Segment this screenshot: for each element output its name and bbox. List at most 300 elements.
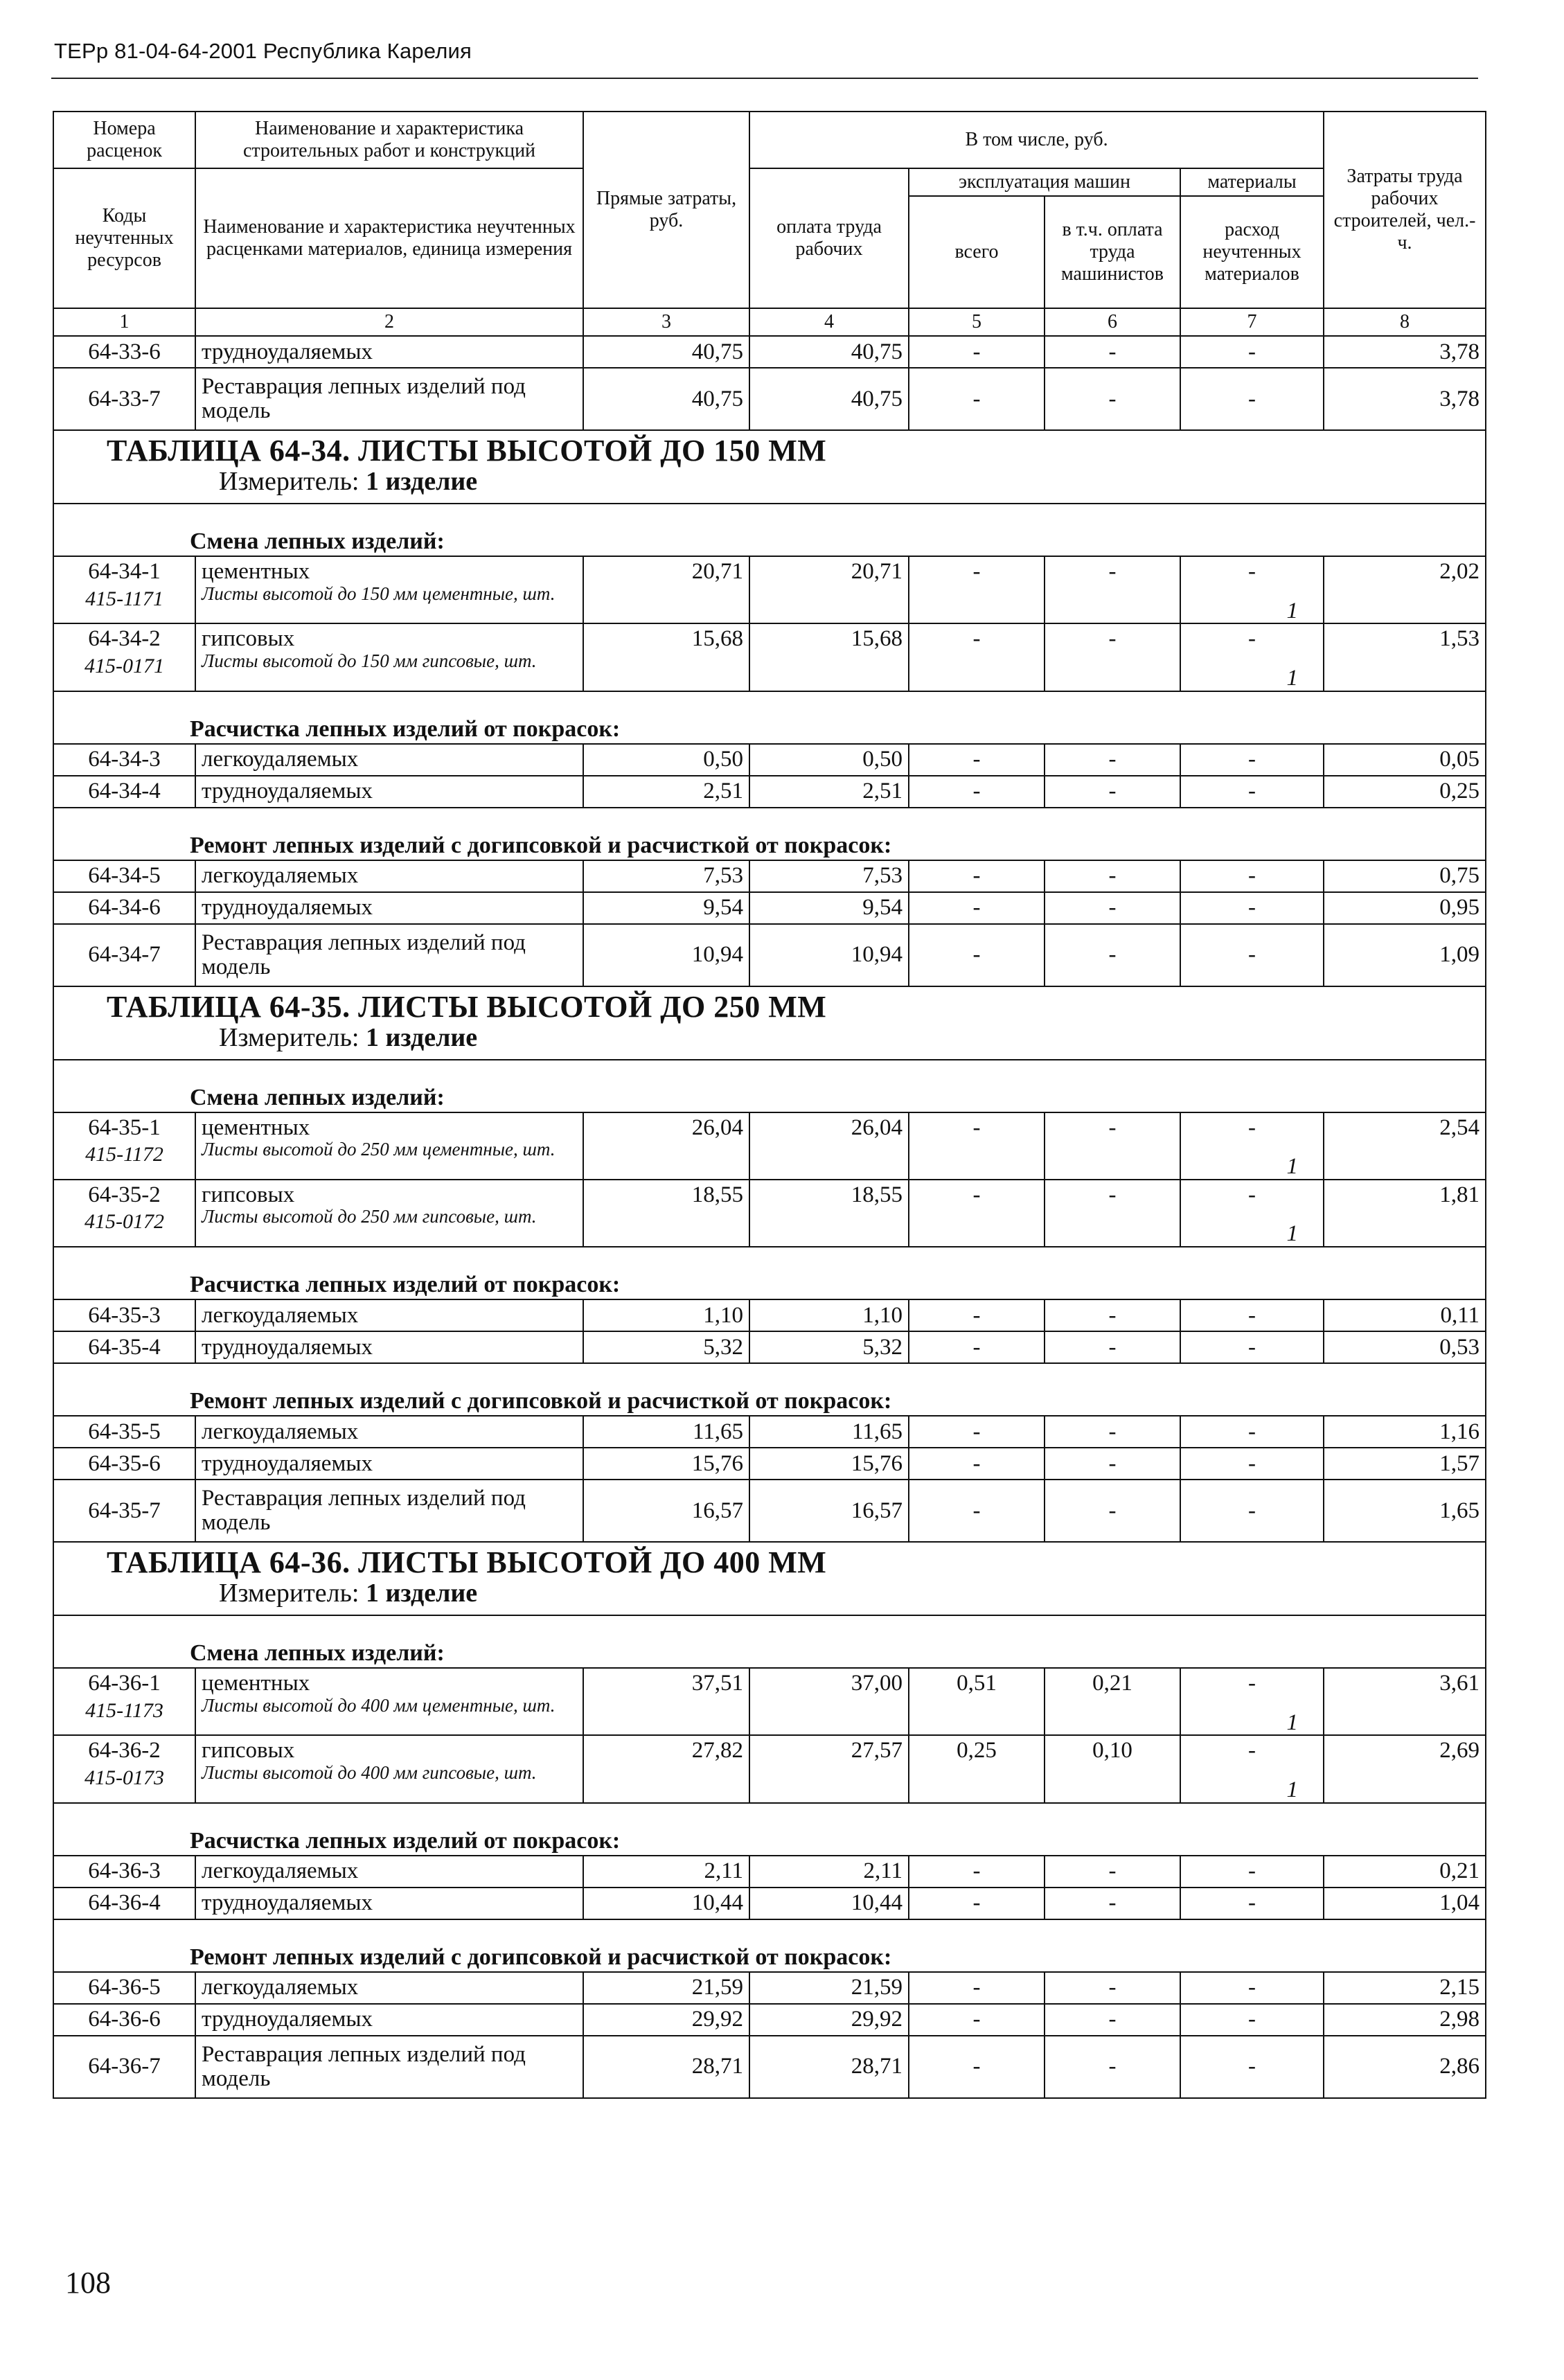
table-title-row xyxy=(53,986,1486,1060)
cell-labor: 28,71 xyxy=(749,2036,909,2098)
cell-hours: 2,15 xyxy=(1324,1972,1486,2004)
cell-name: трудноудаляемых xyxy=(195,1331,583,1363)
cell-hours: 1,65 xyxy=(1324,1480,1486,1542)
cell-name: Реставрация лепных изделий под модель xyxy=(195,2036,583,2098)
material-description: Листы высотой до 150 мм гипсовые, шт. xyxy=(202,650,537,671)
cell-name: легкоудаляемых xyxy=(195,744,583,776)
section-heading: Ремонт лепных изделий с догипсовкой и расчисткой от покрасок: xyxy=(53,1919,1486,1972)
table-row xyxy=(53,1888,1486,1919)
materials-header: материалы xyxy=(1180,168,1324,196)
cell-name xyxy=(195,1180,583,1247)
section-heading: Ремонт лепных изделий с догипсовкой и расчисткой от покрасок: xyxy=(53,1363,1486,1416)
cell-labor: 10,44 xyxy=(749,1888,909,1919)
cell-direct: 11,65 xyxy=(583,1416,749,1448)
cell-name: легкоудаляемых xyxy=(195,860,583,892)
section-heading: Смена лепных изделий: xyxy=(53,504,1486,556)
table-row xyxy=(53,1112,1486,1180)
running-title: ТЕРр 81-04-64-2001 Республика Карелия xyxy=(54,39,472,63)
material-description: Листы высотой до 400 мм гипсовые, шт. xyxy=(202,1762,537,1784)
col-number: 5 xyxy=(909,308,1045,336)
cell-name: трудноудаляемых xyxy=(195,2004,583,2036)
cell-labor xyxy=(749,1668,909,1735)
cell-name xyxy=(195,623,583,691)
cell-m-all: - xyxy=(909,1888,1045,1919)
cell-m-drv: - xyxy=(1045,744,1180,776)
cell-mat: - xyxy=(1180,368,1324,430)
cell-direct xyxy=(583,623,749,691)
cell-direct: 16,57 xyxy=(583,1480,749,1542)
cell-direct: 5,32 xyxy=(583,1331,749,1363)
cell-direct: 10,44 xyxy=(583,1888,749,1919)
materials-value: - xyxy=(1248,1738,1256,1764)
cell-value: 18,55 xyxy=(691,1182,743,1207)
cell-mat xyxy=(1180,556,1324,623)
table-title: ТАБЛИЦА 64-34. ЛИСТЫ ВЫСОТОЙ ДО 150 ММ xyxy=(107,434,827,468)
cell-code: 64-36-6 xyxy=(53,2004,195,2036)
section-row xyxy=(53,1803,1486,1856)
table-title: ТАБЛИЦА 64-35. ЛИСТЫ ВЫСОТОЙ ДО 250 ММ xyxy=(107,989,827,1024)
table-row xyxy=(53,336,1486,368)
cell-mat xyxy=(1180,623,1324,691)
cell-code: 64-34-4 xyxy=(53,776,195,808)
cell-direct: 7,53 xyxy=(583,860,749,892)
cell-m-all: - xyxy=(909,892,1045,924)
cell-code: 64-36-5 xyxy=(53,1972,195,2004)
table-row xyxy=(53,1416,1486,1448)
cell-value: 20,71 xyxy=(851,559,903,584)
table-row xyxy=(53,1448,1486,1480)
cell-value: 27,57 xyxy=(851,1738,903,1764)
cell-m-drv: - xyxy=(1045,1299,1180,1331)
cell-hours: 0,21 xyxy=(1324,1856,1486,1888)
cell-mat: - xyxy=(1180,892,1324,924)
cell-m-all xyxy=(909,1668,1045,1735)
resource-code: 415-1173 xyxy=(85,1698,163,1722)
measure-unit xyxy=(60,468,1479,496)
rate-code: 64-36-2 xyxy=(88,1738,161,1764)
cell-value: - xyxy=(1108,1114,1117,1140)
col-number: 8 xyxy=(1324,308,1486,336)
work-name: цементных xyxy=(202,559,310,584)
cell-direct xyxy=(583,556,749,623)
cell-mat: - xyxy=(1180,744,1324,776)
cell-m-drv: - xyxy=(1045,1331,1180,1363)
cell-code xyxy=(53,556,195,623)
cell-m-drv: - xyxy=(1045,860,1180,892)
table-row xyxy=(53,1180,1486,1247)
cell-labor: 2,11 xyxy=(749,1856,909,1888)
cell-value: 1,81 xyxy=(1439,1182,1480,1207)
cell-labor: 9,54 xyxy=(749,892,909,924)
material-quantity: 1 xyxy=(1286,598,1299,623)
cell-code: 64-35-4 xyxy=(53,1331,195,1363)
cell-m-drv xyxy=(1045,556,1180,623)
cell-hours: 1,57 xyxy=(1324,1448,1486,1480)
cell-code xyxy=(53,1668,195,1735)
cell-labor: 0,50 xyxy=(749,744,909,776)
section-row xyxy=(53,1919,1486,1972)
cell-code: 64-33-7 xyxy=(53,368,195,430)
cell-m-drv: - xyxy=(1045,1480,1180,1542)
cell-m-all: - xyxy=(909,1416,1045,1448)
cell-direct: 10,94 xyxy=(583,924,749,986)
table-row xyxy=(53,860,1486,892)
cell-value: 3,61 xyxy=(1439,1671,1480,1696)
cell-value: 2,02 xyxy=(1439,559,1480,584)
cell-hours: 0,05 xyxy=(1324,744,1486,776)
col-number: 2 xyxy=(195,308,583,336)
table-row xyxy=(53,2004,1486,2036)
cell-m-all xyxy=(909,1112,1045,1180)
cell-mat xyxy=(1180,1735,1324,1802)
col7-header: расход неучтенных материалов xyxy=(1180,196,1324,308)
cell-m-drv xyxy=(1045,1668,1180,1735)
cell-m-all: - xyxy=(909,1480,1045,1542)
materials-value: - xyxy=(1248,1182,1256,1207)
cell-hours: 0,95 xyxy=(1324,892,1486,924)
work-name: цементных xyxy=(202,1114,310,1140)
col2-header-bottom: Наименование и характеристика неучтенных расценками материалов, единица измерения xyxy=(195,168,583,308)
cell-m-all: - xyxy=(909,924,1045,986)
measure-unit-label: Измеритель: xyxy=(219,1579,359,1608)
cell-hours: 3,78 xyxy=(1324,368,1486,430)
col4-header: оплата труда рабочих xyxy=(749,168,909,308)
cell-m-drv: - xyxy=(1045,1416,1180,1448)
cell-mat: - xyxy=(1180,860,1324,892)
cell-m-drv: - xyxy=(1045,1888,1180,1919)
cell-name xyxy=(195,1112,583,1180)
section-row xyxy=(53,1060,1486,1112)
table-row xyxy=(53,1331,1486,1363)
cell-m-all: - xyxy=(909,860,1045,892)
measure-unit-label: Измеритель: xyxy=(219,467,359,497)
cell-direct xyxy=(583,1735,749,1802)
section-heading: Расчистка лепных изделий от покрасок: xyxy=(53,1803,1486,1856)
cell-m-drv: - xyxy=(1045,892,1180,924)
cell-hours: 1,09 xyxy=(1324,924,1486,986)
cell-direct: 21,59 xyxy=(583,1972,749,2004)
cell-value: 27,82 xyxy=(691,1738,743,1764)
rate-code: 64-35-2 xyxy=(88,1182,161,1207)
work-name: гипсовых xyxy=(202,1182,295,1207)
table-row xyxy=(53,368,1486,430)
cell-hours xyxy=(1324,1112,1486,1180)
col-number: 4 xyxy=(749,308,909,336)
cell-code: 64-33-6 xyxy=(53,336,195,368)
cell-value: - xyxy=(972,559,981,584)
table-row xyxy=(53,1735,1486,1802)
resource-code: 415-0172 xyxy=(85,1210,164,1234)
table-title-cell xyxy=(53,986,1486,1060)
cell-name: Реставрация лепных изделий под модель xyxy=(195,1480,583,1542)
resource-code: 415-0171 xyxy=(85,654,164,677)
cell-mat: - xyxy=(1180,1480,1324,1542)
cell-hours: 0,75 xyxy=(1324,860,1486,892)
cell-value: - xyxy=(972,1114,981,1140)
cell-code: 64-34-7 xyxy=(53,924,195,986)
machines-header: эксплуатация машин xyxy=(909,168,1180,196)
cell-value: 0,25 xyxy=(957,1738,997,1764)
cell-m-all xyxy=(909,1735,1045,1802)
cell-labor: 2,51 xyxy=(749,776,909,808)
table-row xyxy=(53,892,1486,924)
material-quantity: 1 xyxy=(1286,1154,1299,1180)
materials-value: - xyxy=(1248,559,1256,584)
cell-m-drv xyxy=(1045,623,1180,691)
table-row xyxy=(53,2036,1486,2098)
cell-direct: 15,76 xyxy=(583,1448,749,1480)
cell-labor: 10,94 xyxy=(749,924,909,986)
col6-header: в т.ч. оплата труда машинистов xyxy=(1045,196,1180,308)
table-row xyxy=(53,1299,1486,1331)
table-row xyxy=(53,1480,1486,1542)
cell-m-all: - xyxy=(909,776,1045,808)
measure-unit-label: Измеритель: xyxy=(219,1022,359,1052)
section-heading: Смена лепных изделий: xyxy=(53,1060,1486,1112)
cell-m-all: - xyxy=(909,1972,1045,2004)
cell-code: 64-35-7 xyxy=(53,1480,195,1542)
cell-code: 64-35-3 xyxy=(53,1299,195,1331)
cell-value: 37,00 xyxy=(851,1671,903,1696)
cell-code xyxy=(53,1112,195,1180)
material-quantity: 1 xyxy=(1286,1709,1299,1735)
resource-code: 415-1171 xyxy=(85,587,163,610)
cell-mat: - xyxy=(1180,1299,1324,1331)
cell-mat: - xyxy=(1180,336,1324,368)
cell-code xyxy=(53,623,195,691)
cell-name: легкоудаляемых xyxy=(195,1299,583,1331)
cell-m-drv: - xyxy=(1045,368,1180,430)
cell-direct: 40,75 xyxy=(583,336,749,368)
cell-hours: 2,86 xyxy=(1324,2036,1486,2098)
price-table xyxy=(53,111,1486,2099)
cell-value: 0,10 xyxy=(1092,1738,1132,1764)
cell-direct: 28,71 xyxy=(583,2036,749,2098)
table-title-cell xyxy=(53,1542,1486,1615)
cell-code: 64-36-4 xyxy=(53,1888,195,1919)
cell-m-drv: - xyxy=(1045,336,1180,368)
section-row xyxy=(53,1247,1486,1299)
table-row xyxy=(53,1856,1486,1888)
cell-name: Реставрация лепных изделий под модель xyxy=(195,924,583,986)
cell-value: 2,69 xyxy=(1439,1738,1480,1764)
cell-labor xyxy=(749,623,909,691)
cell-labor xyxy=(749,1735,909,1802)
cell-value: 20,71 xyxy=(691,559,743,584)
cell-hours xyxy=(1324,1668,1486,1735)
resource-code: 415-1172 xyxy=(85,1143,163,1166)
cell-mat: - xyxy=(1180,1856,1324,1888)
cell-code: 64-36-7 xyxy=(53,2036,195,2098)
cell-labor: 1,10 xyxy=(749,1299,909,1331)
cell-m-all: - xyxy=(909,1448,1045,1480)
cell-direct: 2,51 xyxy=(583,776,749,808)
cell-value: - xyxy=(1108,626,1117,652)
cell-hours: 0,11 xyxy=(1324,1299,1486,1331)
cell-labor xyxy=(749,1180,909,1247)
cell-mat xyxy=(1180,1180,1324,1247)
cell-name: Реставрация лепных изделий под модель xyxy=(195,368,583,430)
cell-direct: 2,11 xyxy=(583,1856,749,1888)
rate-code: 64-35-1 xyxy=(88,1114,161,1140)
cell-code xyxy=(53,1180,195,1247)
cell-labor: 40,75 xyxy=(749,336,909,368)
cell-labor: 16,57 xyxy=(749,1480,909,1542)
cell-value: 37,51 xyxy=(691,1671,743,1696)
cell-mat: - xyxy=(1180,2036,1324,2098)
col1-header-top: Номера расценок xyxy=(53,112,195,168)
cell-mat: - xyxy=(1180,1888,1324,1919)
cell-code: 64-34-5 xyxy=(53,860,195,892)
cell-mat: - xyxy=(1180,776,1324,808)
header-rule xyxy=(51,78,1478,79)
cell-direct: 40,75 xyxy=(583,368,749,430)
measure-unit-value: 1 изделие xyxy=(366,467,478,497)
section-heading: Ремонт лепных изделий с догипсовкой и расчисткой от покрасок: xyxy=(53,808,1486,860)
cell-code: 64-34-6 xyxy=(53,892,195,924)
cell-m-all: - xyxy=(909,744,1045,776)
cell-direct: 1,10 xyxy=(583,1299,749,1331)
material-quantity: 1 xyxy=(1286,665,1299,691)
cell-hours xyxy=(1324,1180,1486,1247)
material-description: Листы высотой до 250 мм гипсовые, шт. xyxy=(202,1206,537,1227)
material-description: Листы высотой до 150 мм цементные, шт. xyxy=(202,583,556,604)
table-body xyxy=(53,336,1486,2098)
cell-code: 64-35-5 xyxy=(53,1416,195,1448)
table-row xyxy=(53,623,1486,691)
cell-labor xyxy=(749,556,909,623)
cell-value: 1,53 xyxy=(1439,626,1480,652)
cell-name: трудноудаляемых xyxy=(195,776,583,808)
measure-unit xyxy=(60,1024,1479,1052)
cell-value: 2,54 xyxy=(1439,1114,1480,1140)
col-number: 6 xyxy=(1045,308,1180,336)
cell-m-all: - xyxy=(909,1299,1045,1331)
materials-value: - xyxy=(1248,1671,1256,1696)
table-title-row xyxy=(53,1542,1486,1615)
col2-header-top: Наименование и характеристика строительных работ и конструкций xyxy=(195,112,583,168)
cell-code: 64-36-3 xyxy=(53,1856,195,1888)
cell-labor: 5,32 xyxy=(749,1331,909,1363)
cell-value: 26,04 xyxy=(691,1114,743,1140)
cell-mat xyxy=(1180,1112,1324,1180)
cell-m-drv xyxy=(1045,1112,1180,1180)
cell-code: 64-35-6 xyxy=(53,1448,195,1480)
cell-hours: 0,53 xyxy=(1324,1331,1486,1363)
cell-m-all: - xyxy=(909,368,1045,430)
cell-value: 0,51 xyxy=(957,1671,997,1696)
cell-m-all: - xyxy=(909,1856,1045,1888)
table-row xyxy=(53,924,1486,986)
section-heading: Расчистка лепных изделий от покрасок: xyxy=(53,1247,1486,1299)
cell-labor: 11,65 xyxy=(749,1416,909,1448)
cell-m-drv: - xyxy=(1045,1448,1180,1480)
cell-mat xyxy=(1180,1668,1324,1735)
cell-value: 15,68 xyxy=(851,626,903,652)
cell-m-drv: - xyxy=(1045,1972,1180,2004)
work-name: гипсовых xyxy=(202,1738,295,1764)
col8-header: Затраты труда рабочих строителей, чел.-ч. xyxy=(1324,112,1486,308)
cell-name: трудноудаляемых xyxy=(195,336,583,368)
table-row xyxy=(53,1668,1486,1735)
cell-direct: 0,50 xyxy=(583,744,749,776)
cell-value: 26,04 xyxy=(851,1114,903,1140)
cell-direct: 29,92 xyxy=(583,2004,749,2036)
cell-labor: 15,76 xyxy=(749,1448,909,1480)
group-header: В том числе, руб. xyxy=(749,112,1324,168)
col-number: 1 xyxy=(53,308,195,336)
work-name: гипсовых xyxy=(202,626,295,652)
cell-hours: 1,04 xyxy=(1324,1888,1486,1919)
table-title-row xyxy=(53,430,1486,504)
cell-m-drv: - xyxy=(1045,924,1180,986)
cell-name: легкоудаляемых xyxy=(195,1416,583,1448)
section-heading: Расчистка лепных изделий от покрасок: xyxy=(53,691,1486,744)
cell-name: легкоудаляемых xyxy=(195,1972,583,2004)
cell-labor: 40,75 xyxy=(749,368,909,430)
cell-code: 64-34-3 xyxy=(53,744,195,776)
cell-direct xyxy=(583,1180,749,1247)
cell-mat: - xyxy=(1180,1331,1324,1363)
material-quantity: 1 xyxy=(1286,1777,1299,1803)
material-quantity: 1 xyxy=(1286,1221,1299,1247)
cell-value: - xyxy=(1108,1182,1117,1207)
cell-code xyxy=(53,1735,195,1802)
material-description: Листы высотой до 250 мм цементные, шт. xyxy=(202,1139,556,1160)
materials-value: - xyxy=(1248,626,1256,652)
cell-labor: 7,53 xyxy=(749,860,909,892)
cell-direct: 9,54 xyxy=(583,892,749,924)
cell-direct xyxy=(583,1668,749,1735)
cell-name: легкоудаляемых xyxy=(195,1856,583,1888)
cell-mat: - xyxy=(1180,1448,1324,1480)
cell-m-drv: - xyxy=(1045,776,1180,808)
cell-m-all xyxy=(909,1180,1045,1247)
section-row xyxy=(53,808,1486,860)
cell-m-drv xyxy=(1045,1180,1180,1247)
section-row xyxy=(53,504,1486,556)
col3-header: Прямые затраты, руб. xyxy=(583,112,749,308)
col-number: 3 xyxy=(583,308,749,336)
cell-name: трудноудаляемых xyxy=(195,1448,583,1480)
cell-mat: - xyxy=(1180,1416,1324,1448)
materials-value: - xyxy=(1248,1114,1256,1140)
cell-value: - xyxy=(972,1182,981,1207)
cell-hours xyxy=(1324,556,1486,623)
page-number: 108 xyxy=(65,2266,111,2300)
measure-unit-value: 1 изделие xyxy=(366,1579,478,1608)
table-title-cell xyxy=(53,430,1486,504)
rate-code: 64-34-1 xyxy=(88,559,161,584)
work-name: цементных xyxy=(202,1671,310,1696)
cell-m-all: - xyxy=(909,2036,1045,2098)
cell-m-all: - xyxy=(909,1331,1045,1363)
table-row xyxy=(53,776,1486,808)
cell-hours: 3,78 xyxy=(1324,336,1486,368)
cell-value: - xyxy=(1108,559,1117,584)
table-row xyxy=(53,556,1486,623)
cell-name xyxy=(195,1668,583,1735)
section-row xyxy=(53,691,1486,744)
cell-hours: 0,25 xyxy=(1324,776,1486,808)
cell-mat: - xyxy=(1180,924,1324,986)
cell-name: трудноудаляемых xyxy=(195,1888,583,1919)
cell-name: трудноудаляемых xyxy=(195,892,583,924)
cell-name xyxy=(195,1735,583,1802)
cell-hours xyxy=(1324,623,1486,691)
resource-code: 415-0173 xyxy=(85,1766,164,1790)
measure-unit-value: 1 изделие xyxy=(366,1022,478,1052)
